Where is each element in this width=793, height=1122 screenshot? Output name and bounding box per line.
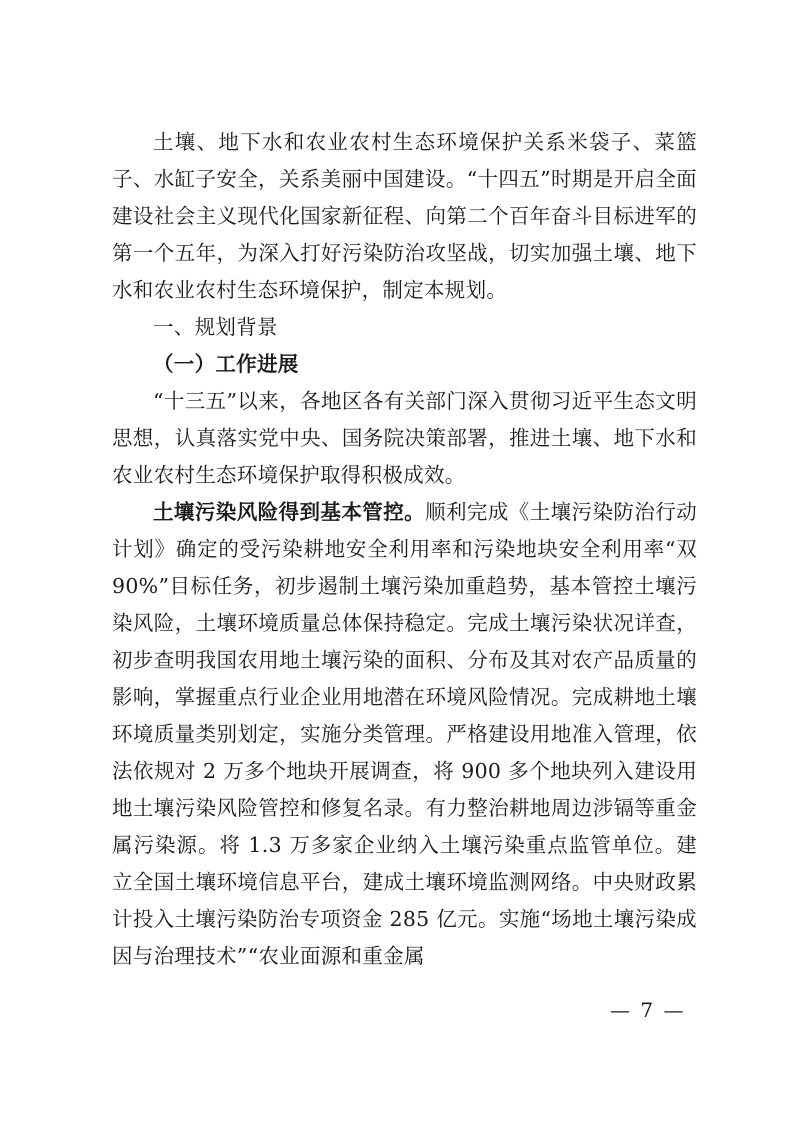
soil-paragraph [112, 494, 697, 975]
soil-body-text: 顺利完成《土壤污染防治行动计划》确定的受污染耕地安全利用率和污染地块安全利用率“双 90%”目标任务，初步遏制土壤污染加重趋势，基本管控土壤污染风险，土壤环境质量总体保持稳定。完成土壤污染状况详查，初步查明我国农用地土壤污染的面积、分布及其对农产品质量的影响，掌握重点行业企业用地潜在环境风险情况。完成耕地土壤环境质量类别划定，实施分类管理。严格建设用地准入管理，依法依规对 2 万多个地块开展调查，将 900 多个地块列入建设用地土壤污染风险管控和修复名录。有力整治耕地周边涉镉等重金属污染源。将 1.3 万多家企业纳入土壤污染重点监管单位。建立全国土壤环境信息平台，建成土壤环境监测网络。中央财政累计投入土壤污染防治专项资金 285 亿元。实施“场地土壤污染成因与治理技术”“农业面源和重金属 [112, 500, 697, 968]
section-heading: 一、规划背景 [153, 315, 278, 339]
progress-paragraph: “十三五”以来，各地区各有关部门深入贯彻习近平生态文明思想，认真落实党中央、国务院决策部署，推进土壤、地下水和农业农村生态环境保护取得积极成效。 [112, 389, 697, 487]
page-number: — 7 — [610, 998, 686, 1022]
subsection-heading: （一）工作进展 [153, 352, 299, 376]
document-body [112, 124, 697, 975]
intro-paragraph: 土壤、地下水和农业农村生态环境保护关系米袋子、菜篮子、水缸子安全，关系美丽中国建设。“十四五”时期是开启全面建设社会主义现代化国家新征程、向第二个百年奋斗目标进军的第一个五年，为深入打好污染防治攻坚战，切实加强土壤、地下水和农业农村生态环境保护，制定本规划。 [112, 130, 697, 302]
soil-lead-sentence: 土壤污染风险得到基本管控。 [153, 500, 426, 524]
